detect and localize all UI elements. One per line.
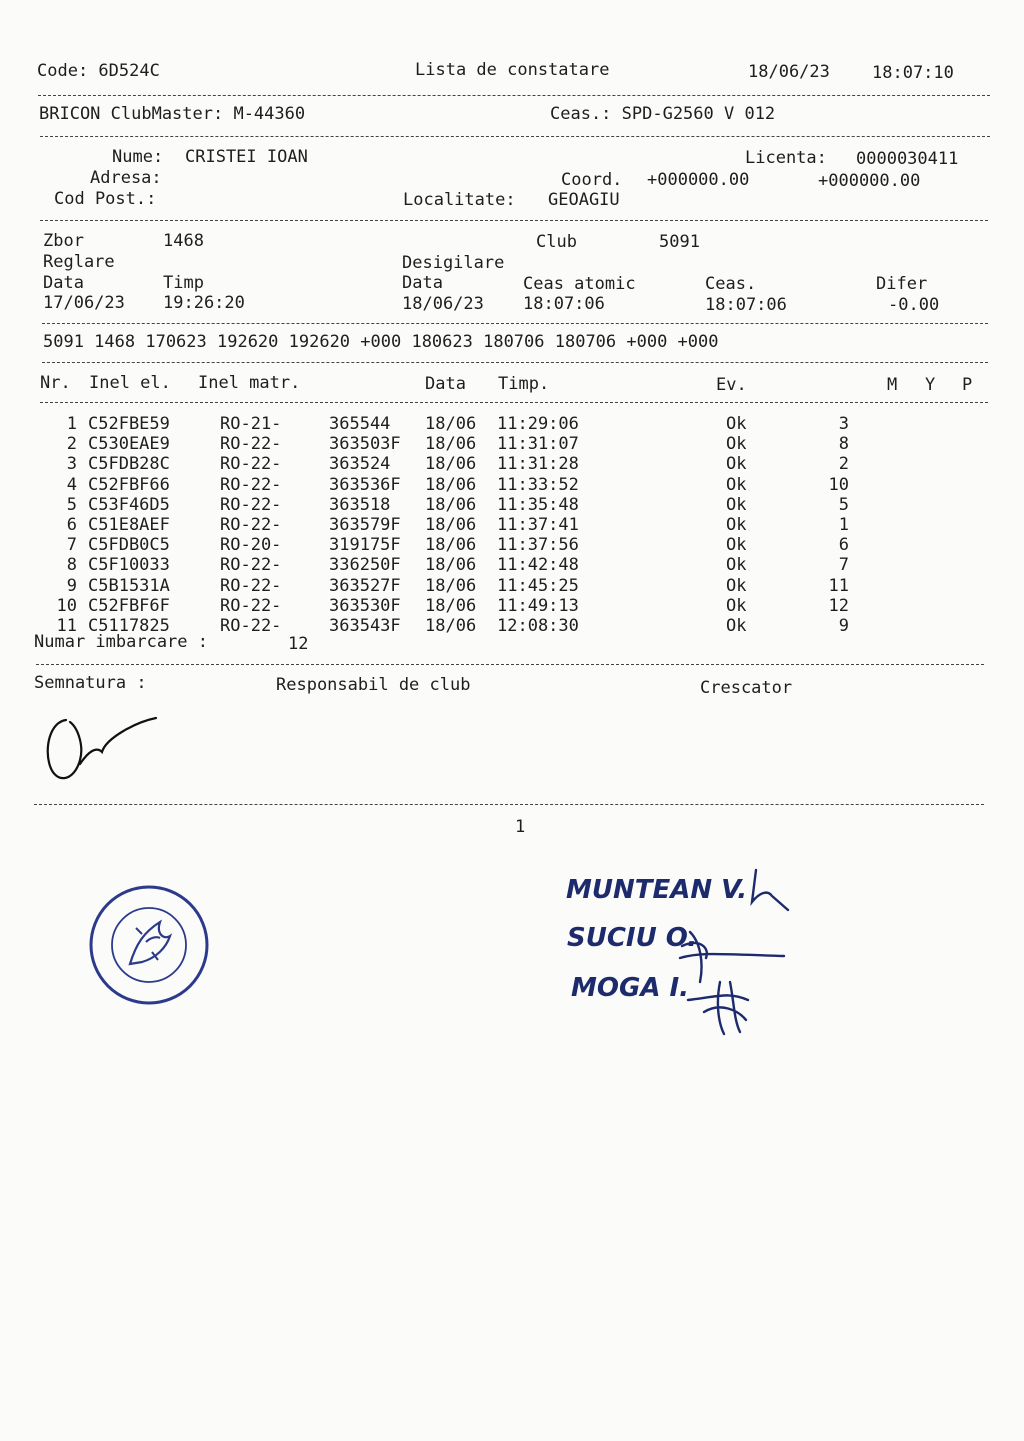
cell-pos: 10 bbox=[828, 474, 849, 495]
cell-matr: 363579F bbox=[329, 515, 401, 535]
reglare-timp: 19:26:20 bbox=[163, 293, 245, 313]
cell-matr: 363536F bbox=[329, 474, 401, 495]
cell-country: RO-22- bbox=[220, 555, 282, 576]
imbarcare-label: Numar imbarcare : bbox=[34, 632, 208, 652]
cell-nr: 4 bbox=[66, 474, 77, 495]
cell-inel-el: C52FBF66 bbox=[88, 474, 170, 495]
cell-ev: Ok bbox=[726, 434, 747, 455]
desigilare-label: Desigilare bbox=[402, 253, 505, 273]
cell-data: 18/06 bbox=[425, 454, 477, 475]
reglare-label: Reglare bbox=[43, 252, 115, 272]
cell-country: RO-22- bbox=[220, 434, 282, 455]
handwritten-signatures bbox=[660, 862, 800, 1042]
ceas-label: Ceas. bbox=[705, 274, 757, 294]
divider bbox=[40, 220, 988, 221]
cell-inel-el: C5FDB0C5 bbox=[88, 535, 170, 556]
difer-label: Difer bbox=[876, 274, 928, 294]
adresa-label: Adresa: bbox=[90, 168, 162, 188]
cell-country: RO-22- bbox=[220, 616, 282, 636]
desig-data: 18/06/23 bbox=[402, 294, 484, 314]
cell-timp: 11:29:06 bbox=[497, 414, 579, 434]
cell-timp: 12:08:30 bbox=[497, 616, 579, 636]
cell-timp: 11:33:52 bbox=[497, 474, 579, 495]
cell-data: 18/06 bbox=[425, 535, 477, 556]
cell-pos: 9 bbox=[838, 616, 849, 636]
semnatura-label: Semnatura : bbox=[34, 673, 147, 693]
code-text: Code: 6D524C bbox=[37, 61, 160, 81]
localitate-label: Localitate: bbox=[403, 190, 516, 210]
col-inel-el: Inel el. bbox=[89, 373, 171, 393]
cell-timp: 11:31:07 bbox=[497, 434, 579, 455]
cell-matr: 319175F bbox=[329, 535, 401, 556]
cell-nr: 2 bbox=[66, 434, 77, 455]
cell-matr: 363503F bbox=[329, 434, 401, 455]
cell-inel-el: C52FBF6F bbox=[88, 595, 170, 616]
cell-ev: Ok bbox=[726, 454, 747, 475]
cell-pos: 1 bbox=[838, 515, 849, 535]
col-timp: Timp. bbox=[498, 374, 550, 394]
cell-pos: 7 bbox=[838, 555, 849, 576]
cell-ev: Ok bbox=[726, 616, 747, 636]
cell-data: 18/06 bbox=[425, 414, 477, 434]
cell-country: RO-22- bbox=[220, 575, 282, 596]
ceas-value: 18:07:06 bbox=[705, 295, 787, 315]
signature-scribble bbox=[40, 708, 170, 788]
table-row bbox=[0, 414, 1024, 434]
cell-pos: 11 bbox=[828, 575, 849, 596]
cell-ev: Ok bbox=[726, 555, 747, 576]
cell-data: 18/06 bbox=[425, 494, 477, 515]
cell-timp: 11:45:25 bbox=[497, 575, 579, 596]
cell-data: 18/06 bbox=[425, 434, 477, 455]
cell-pos: 3 bbox=[838, 414, 849, 434]
table-row bbox=[0, 555, 1024, 575]
handwritten-name-1: MUNTEAN V. bbox=[566, 875, 748, 905]
handwritten-name-3: MOGA I. bbox=[571, 973, 690, 1003]
divider bbox=[36, 664, 984, 665]
cell-pos: 6 bbox=[838, 535, 849, 556]
cell-timp: 11:37:56 bbox=[497, 535, 579, 556]
handwritten-name-2: SUCIU O. bbox=[567, 923, 698, 953]
cell-country: RO-22- bbox=[220, 454, 282, 475]
cell-timp: 11:31:28 bbox=[497, 454, 579, 475]
cell-data: 18/06 bbox=[425, 515, 477, 535]
cell-inel-el: C5B1531A bbox=[88, 575, 170, 596]
coord-lat: +000000.00 bbox=[647, 170, 750, 190]
coord-label: Coord. bbox=[561, 170, 623, 190]
ceas-atomic-label: Ceas atomic bbox=[523, 274, 636, 294]
cell-ev: Ok bbox=[726, 414, 747, 434]
cell-data: 18/06 bbox=[425, 555, 477, 576]
cell-data: 18/06 bbox=[425, 474, 477, 495]
divider bbox=[38, 95, 990, 96]
document-title: Lista de constatare bbox=[415, 60, 610, 80]
cell-pos: 8 bbox=[838, 434, 849, 455]
cell-nr: 7 bbox=[66, 535, 77, 556]
cell-ev: Ok bbox=[726, 515, 747, 535]
cell-data: 18/06 bbox=[425, 616, 477, 636]
cell-timp: 11:49:13 bbox=[497, 595, 579, 616]
cell-nr: 11 bbox=[56, 616, 77, 636]
cell-inel-el: C51E8AEF bbox=[88, 515, 170, 535]
divider bbox=[42, 362, 988, 363]
cell-timp: 11:42:48 bbox=[497, 555, 579, 576]
col-nr: Nr. bbox=[40, 373, 71, 393]
cell-ev: Ok bbox=[726, 595, 747, 616]
club-value: 5091 bbox=[659, 232, 700, 252]
licenta-value: 0000030411 bbox=[856, 149, 959, 169]
cell-timp: 11:35:48 bbox=[497, 494, 579, 515]
cell-matr: 336250F bbox=[329, 555, 401, 576]
cell-inel-el: C5F10033 bbox=[88, 555, 170, 576]
timp-label: Timp bbox=[163, 273, 204, 293]
cell-inel-el: C52FBE59 bbox=[88, 414, 170, 434]
cell-country: RO-22- bbox=[220, 494, 282, 515]
cell-ev: Ok bbox=[726, 575, 747, 596]
code-line: 5091 1468 170623 192620 192620 +000 180623 180706 180706 +000 +000 bbox=[43, 332, 719, 352]
cell-nr: 8 bbox=[66, 555, 77, 576]
cell-nr: 1 bbox=[66, 414, 77, 434]
cell-inel-el: C530EAE9 bbox=[88, 434, 170, 455]
data-label: Data bbox=[43, 273, 84, 293]
cell-data: 18/06 bbox=[425, 575, 477, 596]
zbor-label: Zbor bbox=[43, 231, 84, 251]
cell-pos: 5 bbox=[838, 494, 849, 515]
table-row bbox=[0, 475, 1024, 495]
cell-ev: Ok bbox=[726, 535, 747, 556]
data2-label: Data bbox=[402, 273, 443, 293]
cell-timp: 11:37:41 bbox=[497, 515, 579, 535]
localitate-value: GEOAGIU bbox=[548, 190, 620, 210]
header-date: 18/06/23 bbox=[748, 62, 830, 82]
licenta-label: Licenta: bbox=[745, 148, 827, 168]
clubmaster-text: BRICON ClubMaster: M-44360 bbox=[39, 104, 306, 124]
divider bbox=[40, 136, 990, 137]
cell-matr: 363543F bbox=[329, 616, 401, 636]
table-row bbox=[0, 454, 1024, 474]
cell-matr: 363527F bbox=[329, 575, 401, 596]
col-p: P bbox=[962, 375, 973, 395]
cell-nr: 9 bbox=[66, 575, 77, 596]
cell-matr: 365544 bbox=[329, 414, 391, 434]
owner-name: CRISTEI IOAN bbox=[185, 147, 308, 167]
reglare-data: 17/06/23 bbox=[43, 293, 125, 313]
table-row bbox=[0, 535, 1024, 555]
page-number: 1 bbox=[515, 817, 526, 837]
cell-inel-el: C53F46D5 bbox=[88, 494, 170, 515]
club-stamp bbox=[86, 882, 212, 1008]
coord-lon: +000000.00 bbox=[818, 171, 921, 191]
divider bbox=[42, 323, 988, 324]
cell-ev: Ok bbox=[726, 494, 747, 515]
ceas-atomic-value: 18:07:06 bbox=[523, 294, 605, 314]
cell-data: 18/06 bbox=[425, 595, 477, 616]
cell-country: RO-21- bbox=[220, 414, 282, 434]
cell-pos: 2 bbox=[838, 454, 849, 475]
col-ev: Ev. bbox=[716, 375, 747, 395]
cell-country: RO-22- bbox=[220, 474, 282, 495]
imbarcare-value: 12 bbox=[288, 634, 309, 654]
table-row bbox=[0, 495, 1024, 515]
cell-matr: 363530F bbox=[329, 595, 401, 616]
col-y: Y bbox=[925, 375, 936, 395]
cell-nr: 6 bbox=[66, 515, 77, 535]
header-time: 18:07:10 bbox=[872, 63, 954, 83]
col-m: M bbox=[887, 375, 898, 395]
difer-value: -0.00 bbox=[888, 295, 940, 315]
cell-inel-el: C5FDB28C bbox=[88, 454, 170, 475]
cell-matr: 363518 bbox=[329, 494, 391, 515]
cell-country: RO-22- bbox=[220, 515, 282, 535]
cell-ev: Ok bbox=[726, 474, 747, 495]
cell-nr: 5 bbox=[66, 494, 77, 515]
cell-nr: 3 bbox=[66, 454, 77, 475]
col-data: Data bbox=[425, 374, 466, 394]
cell-inel-el: C5117825 bbox=[88, 616, 170, 636]
club-label: Club bbox=[536, 232, 577, 252]
table-row bbox=[0, 515, 1024, 535]
divider bbox=[40, 402, 988, 403]
cell-pos: 12 bbox=[828, 595, 849, 616]
table-row bbox=[0, 434, 1024, 454]
table-row bbox=[0, 596, 1024, 616]
cell-country: RO-22- bbox=[220, 595, 282, 616]
zbor-value: 1468 bbox=[163, 231, 204, 251]
nume-label: Nume: bbox=[112, 147, 164, 167]
cell-country: RO-20- bbox=[220, 535, 282, 556]
col-inel-matr: Inel matr. bbox=[198, 373, 301, 393]
divider bbox=[34, 804, 984, 805]
cell-nr: 10 bbox=[56, 595, 77, 616]
cell-matr: 363524 bbox=[329, 454, 391, 475]
codpost-label: Cod Post.: bbox=[54, 189, 157, 209]
crescator-label: Crescator bbox=[700, 678, 793, 698]
responsabil-label: Responsabil de club bbox=[276, 675, 471, 695]
clock-text: Ceas.: SPD-G2560 V 012 bbox=[550, 104, 776, 124]
table-row bbox=[0, 576, 1024, 596]
